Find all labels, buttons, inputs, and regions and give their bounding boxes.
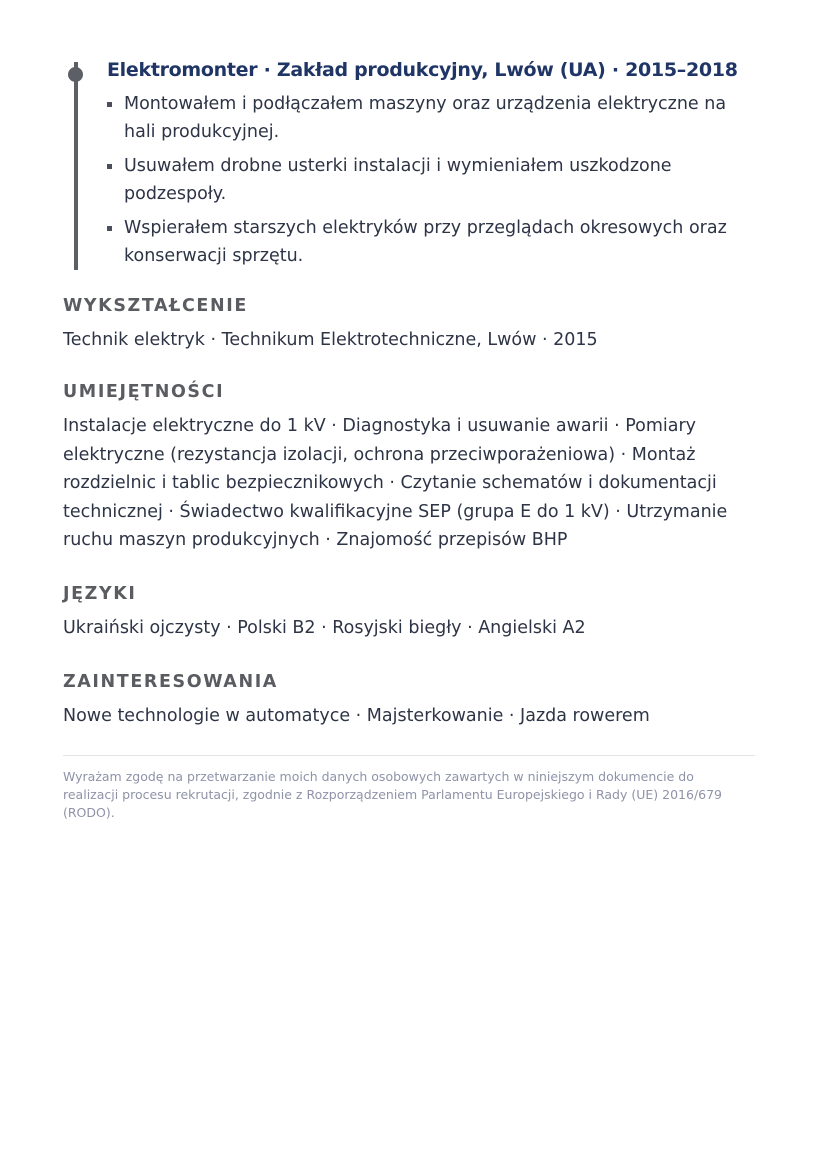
job-bullet: Montowałem i podłączałem maszyny oraz urządzenia elektryczne na hali produkcyjnej. (107, 90, 757, 146)
footer-divider (63, 755, 755, 756)
interests-text: Nowe technologie w automatyce · Majsterkowanie · Jazda rowerem (63, 706, 650, 726)
education-section (63, 296, 763, 355)
languages-section (63, 584, 763, 643)
education-heading: WYKSZTAŁCENIE (63, 296, 248, 316)
interests-section (63, 672, 763, 731)
languages-text: Ukraiński ojczysty · Polski B2 · Rosyjski biegły · Angielski A2 (63, 618, 586, 638)
interests-heading: ZAINTERESOWANIA (63, 672, 278, 692)
education-text: Technik elektryk · Technikum Elektrotechniczne, Lwów · 2015 (63, 330, 598, 350)
job-bullet-list (107, 90, 757, 276)
job-bullet: Wspierałem starszych elektryków przy przeglądach okresowych oraz konserwacji sprzętu. (107, 214, 757, 270)
timeline-line (74, 62, 78, 270)
languages-heading: JĘZYKI (63, 584, 137, 604)
skills-heading: UMIEJĘTNOŚCI (63, 382, 225, 402)
job-title: Elektromonter · Zakład produkcyjny, Lwów (UA) · 2015–2018 (107, 59, 738, 81)
consent-clause: Wyrażam zgodę na przetwarzanie moich danych osobowych zawartych w niniejszym dokumencie do realizacji procesu rekrutacji, zgodnie z Rozporządzeniem Parlamentu Europejskiego i Rady (UE) 2016/679 (RODO). (63, 769, 723, 820)
skills-section (63, 382, 763, 555)
timeline-dot-icon (68, 67, 83, 82)
job-bullet: Usuwałem drobne usterki instalacji i wymieniałem uszkodzone podzespoły. (107, 152, 757, 208)
skills-text: Instalacje elektryczne do 1 kV · Diagnostyka i usuwanie awarii · Pomiary elektryczne (rezystancja izolacji, ochrona przeciwporażeniowa) · Montaż rozdzielnic i tablic bezpiecznikowych · Czytanie schematów i dokumentacji technicznej · Świadectwo kwalifikacyjne SEP (grupa E do 1 kV) · Utrzymanie ruchu maszyn produkcyjnych · Znajomość przepisów BHP (63, 416, 728, 550)
